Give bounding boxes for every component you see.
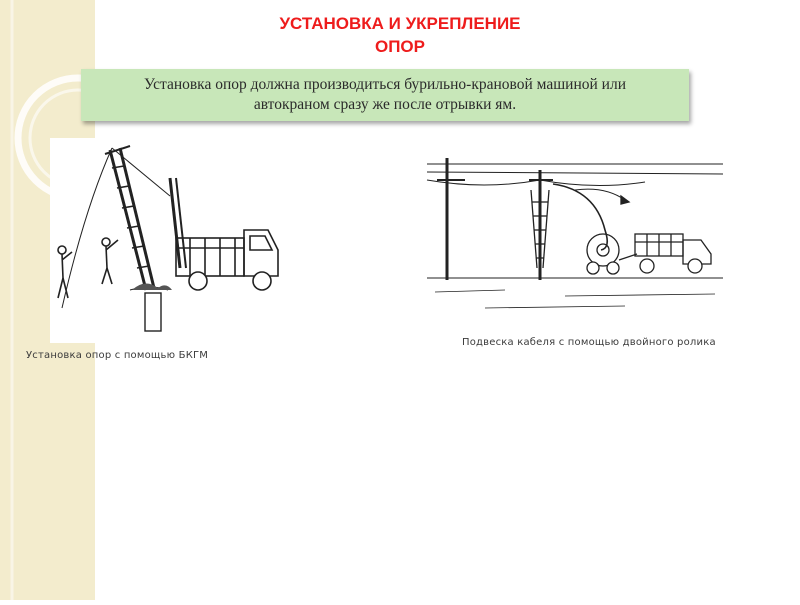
subtitle-box	[81, 69, 689, 121]
subtitle-line-1: Установка опор должна производиться бурильно-крановой машиной или	[143, 76, 627, 93]
caption-cable-suspension: Подвеска кабеля с помощью двойного ролика	[462, 337, 716, 348]
pole-installation-drawing	[50, 138, 285, 343]
caption-pole-installation: Установка опор с помощью БКГМ	[26, 350, 209, 361]
cable-suspension-illustration	[425, 150, 725, 315]
cable-suspension-drawing	[425, 150, 725, 315]
pole-installation-illustration	[50, 138, 285, 343]
title-line-1: УСТАНОВКА И УКРЕПЛЕНИЕ	[279, 14, 521, 33]
subtitle-line-2: автокраном сразу же после отрывки ям.	[253, 96, 517, 113]
title-line-2: ОПОР	[374, 37, 425, 56]
page-title	[200, 12, 600, 58]
